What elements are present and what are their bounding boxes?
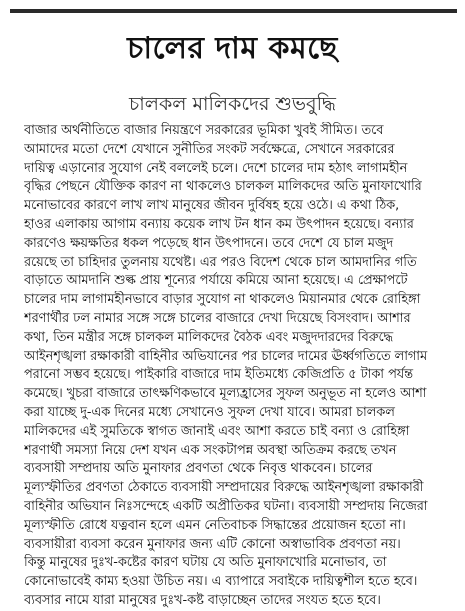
article-line: শরণার্থীর ঢল নামার সঙ্গে সঙ্গে চালের বাজারে দেখা দিয়েছে বিসংবাদ। আশার	[24, 310, 411, 326]
article-line: বাহিনীর অভিযান নিঃসন্দেহে একটি অপ্রীতিকর ঘটনা। ব্যবসায়ী সম্প্রদায় নিজেরা	[24, 498, 428, 514]
article-line: করা যাচ্ছে দু-এক দিনের মধ্যে সেখানেও সুফল দেখা যাবে। আমরা চালকল	[24, 404, 395, 420]
article-line: ব্যবসার নামে যারা মানুষের দুঃখ-কষ্ট বাড়াচ্ছেন তাদের সংযত হতে হবে।	[24, 592, 381, 608]
article-line: কিন্তু মানুষের দুঃখ-কষ্টের কারণ ঘটায় যে অতি মুনাফাখোরি মনোভাব, তা	[24, 555, 387, 571]
subheadline: চালকল মালিকদের শুভবুদ্ধি	[129, 93, 336, 115]
article-line: রয়েছে তা চাহিদার তুলনায় যথেষ্ট। এর পরও বিদেশ থেকে চাল আমদানির গতি	[24, 254, 417, 270]
article-line: হাওর এলাকায় আগাম বন্যায় কয়েক লাখ টন ধান কম উৎপাদন হয়েছে। বন্যার	[24, 216, 414, 232]
article-line: মালিকদের এই সুমতিকে স্বাগত জানাই এবং আশা করতে চাই বন্যা ও রোহিঙ্গা	[24, 423, 410, 439]
article-line: আইনশৃঙ্খলা রক্ষাকারী বাহিনীর অভিযানের পর চালের দামের ঊর্ধ্বগতিতে লাগাম	[24, 348, 428, 364]
article-line: মনোভাবের কারণে লাখ লাখ মানুষের জীবন দুর্বিষহ হয়ে ওঠে। এ কথা ঠিক,	[24, 198, 400, 214]
article-line: শরণার্থী সমস্যা নিয়ে দেশ যখন এক সংকটাপন্ন অবস্থা অতিক্রম করছে তখন	[24, 442, 397, 458]
article-line: কথা, তিন মন্ত্রীর সঙ্গে চালকল মালিকদের বৈঠক এবং মজুদদারদের বিরুদ্ধে	[24, 329, 394, 345]
article-body	[24, 122, 451, 611]
article-line: ব্যবসায়ীরা ব্যবসা করেন মুনাফার জন্য এটি কোনো অস্বাভাবিক প্রবণতা নয়।	[24, 536, 401, 552]
article-line: পরানো সম্ভব হয়েছে। পাইকারি বাজারে দাম ইতিমধ্যে কেজিপ্রতি ৫ টাকা পর্যন্ত	[24, 367, 413, 383]
article-line: আমাদের মতো দেশে যেখানে সুনীতির সংকট সর্বক্ষেত্রে, সেখানে সরকারের	[24, 141, 395, 157]
article-line: ব্যবসায়ী সম্প্রদায় অতি মুনাফার প্রবণতা থেকে নিবৃত্ত থাকবেন। চালের	[24, 461, 373, 477]
top-rule-divider	[10, 9, 457, 13]
article-line: কারণেও ক্ষয়ক্ষতির ধকল পড়েছে ধান উৎপাদনে। তবে দেশে যে চাল মজুদ	[24, 235, 394, 251]
article-line: চালের দাম লাগামহীনভাবে বাড়ার সুযোগ না থাকলেও মিয়ানমার থেকে রোহিঙ্গা	[24, 292, 421, 308]
article-line: বাজার অর্থনীতিতে বাজার নিয়ন্ত্রণে সরকারের ভূমিকা খুবই সীমিত। তবে	[24, 123, 384, 138]
article-line: বৃদ্ধির পেছনে যৌক্তিক কারণ না থাকলেও চালকল মালিকদের অতি মুনাফাখোরি	[24, 179, 422, 195]
article-line: কমেছে। খুচরা বাজারে তাৎক্ষণিকভাবে মূল্যহ্রাসের সুফল অনুভূত না হলেও আশা	[24, 386, 427, 402]
article-line: কোনোভাবেই কাম্য হওয়া উচিত নয়। এ ব্যাপারে সবাইকে দায়িত্বশীল হতে হবে।	[24, 574, 418, 590]
article-line: দায়িত্ব এড়ানোর সুযোগ নেই বললেই চলে। দেশে চালের দাম হঠাৎ লাগামহীন	[24, 160, 408, 176]
article-line: মূল্যস্ফীতি রোধে যত্নবান হলে এমন নেতিবাচক সিদ্ধান্তের প্রয়োজন হতো না।	[24, 517, 406, 533]
article-line: বাড়াতে আমদানি শুল্ক প্রায় শূন্যের পর্যায়ে কমিয়ে আনা হয়েছে। এ প্রেক্ষাপটে	[24, 273, 408, 289]
article-line: মূল্যস্ফীতির প্রবণতা ঠেকাতে ব্যবসায়ী সম্প্রদায়ের বিরুদ্ধে আইনশৃঙ্খলা রক্ষাকারী	[24, 480, 424, 496]
headline: চালের দাম কমছে	[127, 31, 338, 66]
